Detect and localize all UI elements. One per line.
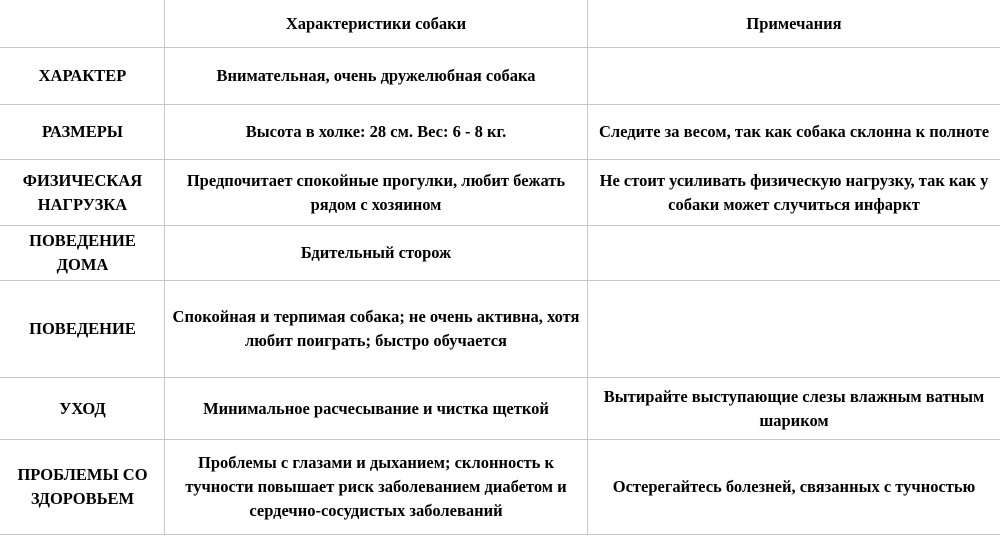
row-label: УХОД <box>1 378 165 440</box>
table-header-row <box>1 1 1000 48</box>
row-label: ПРОБЛЕМЫ СО ЗДОРОВЬЕМ <box>1 440 165 535</box>
row-label: ПОВЕДЕНИЕ <box>1 281 165 378</box>
table-row <box>1 105 1000 160</box>
table-row <box>1 440 1000 535</box>
row-label: ФИЗИЧЕСКАЯ НАГРУЗКА <box>1 160 165 226</box>
header-notes: Примечания <box>588 1 1000 48</box>
row-note: Следите за весом, так как собака склонна к полноте <box>588 105 1000 160</box>
row-characteristic: Спокойная и терпимая собака; не очень активна, хотя любит поиграть; быстро обучается <box>165 281 588 378</box>
row-note: Вытирайте выступающие слезы влажным ватным шариком <box>588 378 1000 440</box>
table-row <box>1 48 1000 105</box>
table-row <box>1 226 1000 281</box>
row-note: Не стоит усиливать физическую нагрузку, так как у собаки может случиться инфаркт <box>588 160 1000 226</box>
row-note: Остерегайтесь болезней, связанных с тучностью <box>588 440 1000 535</box>
row-characteristic: Внимательная, очень дружелюбная собака <box>165 48 588 105</box>
row-characteristic: Бдительный сторож <box>165 226 588 281</box>
table-row <box>1 281 1000 378</box>
row-characteristic: Минимальное расчесывание и чистка щеткой <box>165 378 588 440</box>
row-characteristic: Высота в холке: 28 см. Вес: 6 - 8 кг. <box>165 105 588 160</box>
table-row <box>1 160 1000 226</box>
header-label-cell <box>1 1 165 48</box>
row-characteristic: Проблемы с глазами и дыханием; склонность к тучности повышает риск заболеванием диабетом и сердечно-сосудистых заболеваний <box>165 440 588 535</box>
row-label: ХАРАКТЕР <box>1 48 165 105</box>
row-note <box>588 281 1000 378</box>
table-row <box>1 378 1000 440</box>
header-characteristics: Характеристики собаки <box>165 1 588 48</box>
row-characteristic: Предпочитает спокойные прогулки, любит бежать рядом с хозяином <box>165 160 588 226</box>
row-note <box>588 48 1000 105</box>
row-label: РАЗМЕРЫ <box>1 105 165 160</box>
row-note <box>588 226 1000 281</box>
row-label: ПОВЕДЕНИЕ ДОМА <box>1 226 165 281</box>
